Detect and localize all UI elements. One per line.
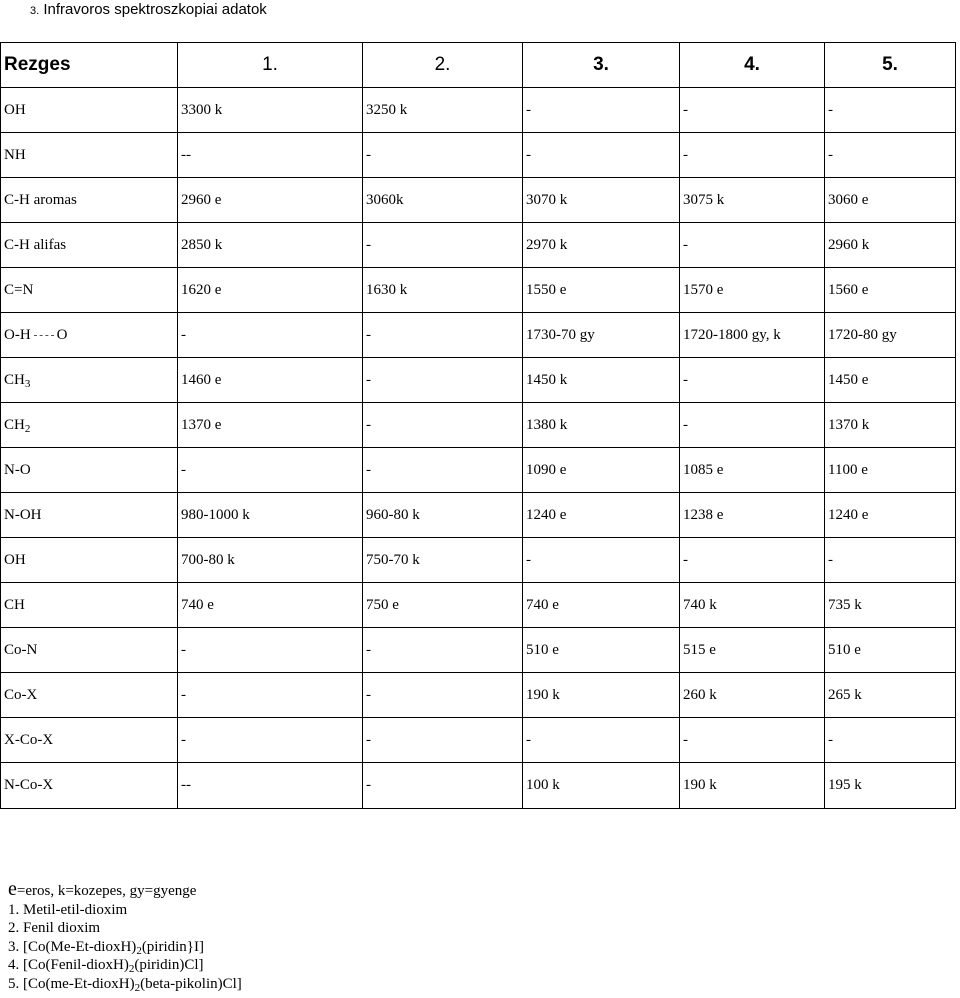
header-cell: 5. xyxy=(825,43,956,88)
table-cell: 1370 e xyxy=(178,403,363,448)
table-cell: 740 k xyxy=(680,583,825,628)
table-cell: - xyxy=(825,718,956,763)
row-label: Co-N xyxy=(1,628,178,673)
table-cell: -- xyxy=(178,133,363,178)
table-cell: - xyxy=(178,628,363,673)
table-cell: - xyxy=(363,718,523,763)
table-cell: 1370 k xyxy=(825,403,956,448)
table-cell: 1450 k xyxy=(523,358,680,403)
header-cell: 1. xyxy=(178,43,363,88)
table-cell: 510 e xyxy=(523,628,680,673)
table-cell: 3300 k xyxy=(178,88,363,133)
table-cell: 190 k xyxy=(523,673,680,718)
row-label: N-OH xyxy=(1,493,178,538)
table-header-row xyxy=(1,43,956,88)
table-cell: 960-80 k xyxy=(363,493,523,538)
row-label: C-H alifas xyxy=(1,223,178,268)
table-row xyxy=(1,223,956,268)
legend xyxy=(8,880,242,993)
row-label: X-Co-X xyxy=(1,718,178,763)
table-cell: - xyxy=(523,88,680,133)
table-cell: 1100 e xyxy=(825,448,956,493)
table-cell: 750 e xyxy=(363,583,523,628)
table-cell: 740 e xyxy=(178,583,363,628)
table-cell: - xyxy=(363,358,523,403)
row-label: C-H aromas xyxy=(1,178,178,223)
table-row xyxy=(1,313,956,358)
table-row xyxy=(1,403,956,448)
table-cell: - xyxy=(523,718,680,763)
table-cell: 1550 e xyxy=(523,268,680,313)
table-cell: - xyxy=(363,628,523,673)
table-cell: -- xyxy=(178,763,363,809)
legend-item: 3. $[Co(Me-Et-dioxH)_2(piridin\}I]$ xyxy=(8,938,204,957)
section-title: Infravoros spektroszkopiai adatok xyxy=(43,1,267,18)
table-cell: - xyxy=(363,133,523,178)
table-cell: 1720-1800 gy, k xyxy=(680,313,825,358)
row-label: O-H O xyxy=(1,313,178,358)
table-cell: - xyxy=(363,313,523,358)
table-cell: - xyxy=(680,403,825,448)
table-cell: 2970 k xyxy=(523,223,680,268)
row-label: $CH_3$ xyxy=(1,358,178,403)
table-row xyxy=(1,493,956,538)
table-cell: 1620 e xyxy=(178,268,363,313)
table-cell: - xyxy=(680,538,825,583)
table-cell: 190 k xyxy=(680,763,825,809)
legend-item: 1. Metil-etil-dioxim xyxy=(8,901,128,918)
table-cell: - xyxy=(680,358,825,403)
table-row xyxy=(1,628,956,673)
header-cell: Rezges xyxy=(1,43,178,88)
table-cell: 510 e xyxy=(825,628,956,673)
legend-item: 2. Fenil dioxim xyxy=(8,920,101,936)
table-cell: 1460 e xyxy=(178,358,363,403)
table-cell: - xyxy=(363,448,523,493)
table-row xyxy=(1,178,956,223)
table-cell: 3060 e xyxy=(825,178,956,223)
section-heading xyxy=(30,1,267,18)
header-cell: 4. xyxy=(680,43,825,88)
table-cell: 1720-80 gy xyxy=(825,313,956,358)
table-cell: 2960 k xyxy=(825,223,956,268)
table-cell: 1630 k xyxy=(363,268,523,313)
row-label: N-Co-X xyxy=(1,763,178,809)
table-row xyxy=(1,583,956,628)
table-row xyxy=(1,268,956,313)
table-cell: 3250 k xyxy=(363,88,523,133)
table-cell: - xyxy=(680,223,825,268)
row-label: OH xyxy=(1,88,178,133)
table-cell: 740 e xyxy=(523,583,680,628)
row-label: Co-X xyxy=(1,673,178,718)
table-cell: 515 e xyxy=(680,628,825,673)
row-label: OH xyxy=(1,538,178,583)
table-row xyxy=(1,763,956,809)
table-cell: 1240 e xyxy=(825,493,956,538)
table-cell: 1240 e xyxy=(523,493,680,538)
table-cell: - xyxy=(178,313,363,358)
section-number: 3. xyxy=(30,5,40,17)
row-label: $CH_2$ xyxy=(1,403,178,448)
table-cell: 1450 e xyxy=(825,358,956,403)
header-cell: 2. xyxy=(363,43,523,88)
table-cell: 3060k xyxy=(363,178,523,223)
table-cell: - xyxy=(825,133,956,178)
table-cell: - xyxy=(523,538,680,583)
table-cell: 1560 e xyxy=(825,268,956,313)
table-cell: - xyxy=(680,88,825,133)
legend-item: 5. $[Co(me-Et-dioxH)_2(beta-pikolin)Cl]$ xyxy=(8,975,242,994)
header-cell: 3. xyxy=(523,43,680,88)
table-cell: 1730-70 gy xyxy=(523,313,680,358)
table-cell: 3070 k xyxy=(523,178,680,223)
legend-abbreviations: e=eros, k=kozepes, gy=gyenge xyxy=(8,878,197,900)
table-cell: 1380 k xyxy=(523,403,680,448)
table-cell: - xyxy=(363,763,523,809)
table-cell: - xyxy=(825,88,956,133)
table-cell: 265 k xyxy=(825,673,956,718)
legend-item: 4. $[Co(Fenil-dioxH)_2(piridin)Cl]$ xyxy=(8,957,204,975)
table-cell: 2850 k xyxy=(178,223,363,268)
table-cell: - xyxy=(363,673,523,718)
hydrogen-bond-dash xyxy=(34,335,54,336)
row-label: CH xyxy=(1,583,178,628)
table-cell: 700-80 k xyxy=(178,538,363,583)
table-row xyxy=(1,88,956,133)
table-cell: 2960 e xyxy=(178,178,363,223)
table-cell: 980-1000 k xyxy=(178,493,363,538)
table-cell: 1085 e xyxy=(680,448,825,493)
table-cell: 100 k xyxy=(523,763,680,809)
table-cell: 735 k xyxy=(825,583,956,628)
row-label: N-O xyxy=(1,448,178,493)
table-cell: - xyxy=(680,133,825,178)
table-cell: - xyxy=(825,538,956,583)
table-row xyxy=(1,673,956,718)
table-cell: 1570 e xyxy=(680,268,825,313)
table-row xyxy=(1,358,956,403)
table-cell: 260 k xyxy=(680,673,825,718)
table-row xyxy=(1,538,956,583)
ir-data-table xyxy=(0,42,956,809)
row-label: C=N xyxy=(1,268,178,313)
table-cell: 195 k xyxy=(825,763,956,809)
table-cell: - xyxy=(178,673,363,718)
table-cell: - xyxy=(363,403,523,448)
table-cell: 750-70 k xyxy=(363,538,523,583)
table-row xyxy=(1,718,956,763)
table-cell: - xyxy=(363,223,523,268)
table-row xyxy=(1,448,956,493)
table-cell: - xyxy=(178,448,363,493)
table-cell: 1238 e xyxy=(680,493,825,538)
table-cell: - xyxy=(178,718,363,763)
table-cell: 1090 e xyxy=(523,448,680,493)
row-label: NH xyxy=(1,133,178,178)
table-row xyxy=(1,133,956,178)
table-cell: - xyxy=(523,133,680,178)
table-cell: - xyxy=(680,718,825,763)
table-cell: 3075 k xyxy=(680,178,825,223)
